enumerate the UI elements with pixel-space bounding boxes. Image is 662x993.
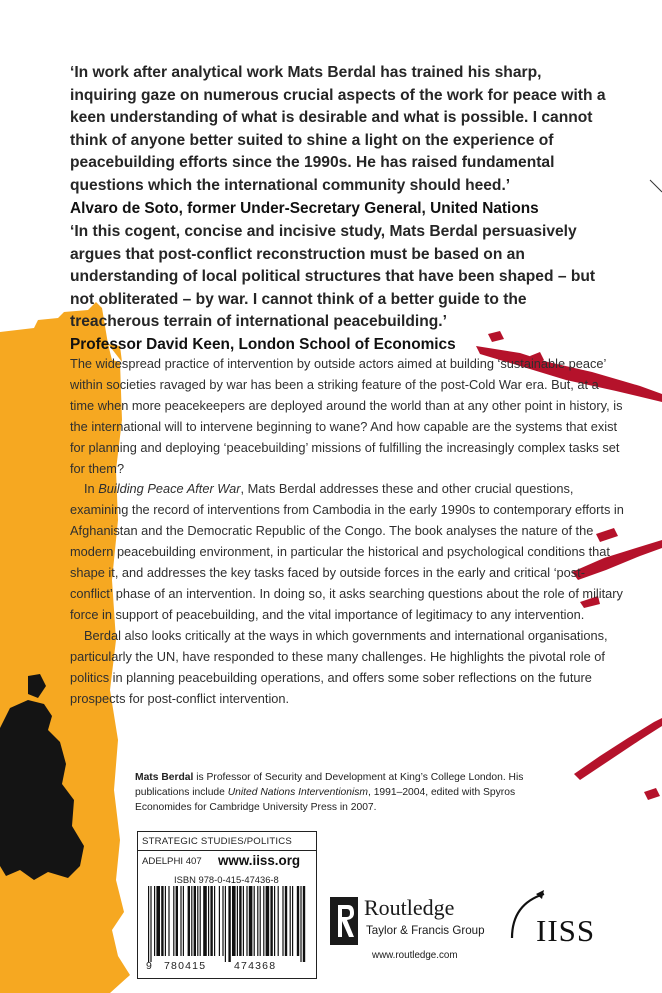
adelphi-row <box>142 853 314 869</box>
publisher-group: Taylor & Francis Group <box>366 924 485 937</box>
author-bio <box>135 770 530 816</box>
barcode-bar <box>239 886 241 956</box>
barcode-bar <box>278 886 279 956</box>
barcode-bar <box>254 886 255 956</box>
barcode-bar <box>219 886 220 956</box>
ink-hairline-mark <box>650 180 662 192</box>
publisher-name: Routledge <box>364 895 455 920</box>
barcode-bar <box>303 886 305 962</box>
barcode-bar <box>208 886 209 956</box>
barcode-bar <box>282 886 283 956</box>
isbn-number: ISBN 978-0-415-47436-8 <box>174 874 279 885</box>
barcode-bar <box>246 886 247 956</box>
quote-text: ‘In work after analytical work Mats Berdal has trained his sharp, inquiring gaze on numerous crucial aspects of the work for peace with a keen understanding of what is desirable and what is possible. I cannot think of anyone better suited to shine a light on the experience of peacebuilding efforts since the 1990s. He has raised fundamental questions which the international community should heed.’ <box>70 64 606 194</box>
barcode-bar <box>237 886 238 956</box>
bio-text: , 1991–2004, edited with Spyros Economides for Cambridge University Press in 2007. <box>135 787 516 814</box>
quote-attribution: Professor David Keen, London School of Economics <box>70 335 456 353</box>
publisher-url: www.routledge.com <box>372 950 458 961</box>
barcode-bar <box>243 886 244 956</box>
barcode-bar <box>300 886 301 962</box>
quote-text: ‘In this cogent, concise and incisive study, Mats Berdal persuasively argues that post-conflict reconstruction must be based on an understanding of local political structures that have been shaped – but not obliterated – by war. I cannot think of a better guide to the treacherous terrain of international peacebuilding.’ <box>70 223 596 331</box>
description-paragraph <box>70 479 625 625</box>
barcode-digits-left: 780415 <box>164 960 207 972</box>
paragraph-body: , Mats Berdal addresses these and other crucial questions, examining the record of interventions from Cambodia in the early 1990s to contemporary efforts in Afghanistan and the Democratic Republic of the Congo. The book analyses the nature of the modern peacebuilding environment, in particular the historical and psychological conditions that shape it, and addresses the key tasks faced by outside forces in the early and critical ‘post-conflict’ phase of an intervention. In doing so, it asks searching questions about the role of military force in support of peacebuilding, and the vital importance of legitimacy to any intervention. <box>70 481 624 622</box>
routledge-logo <box>330 891 490 951</box>
barcode-bar <box>161 886 163 956</box>
barcode-bar <box>165 886 166 956</box>
barcode-bar <box>249 886 253 956</box>
barcode-bar <box>203 886 207 956</box>
barcode-bar <box>188 886 190 956</box>
barcode-bar <box>200 886 201 956</box>
publication-title: United Nations Interventionism <box>227 787 368 799</box>
barcode-bar <box>222 886 223 956</box>
barcode-bar <box>191 886 192 956</box>
barcode-bar <box>148 886 149 962</box>
barcode-bar <box>210 886 212 956</box>
barcode-bar <box>292 886 293 956</box>
book-title: Building Peace After War <box>98 481 241 497</box>
barcode-bar <box>232 886 236 956</box>
barcode-bar <box>194 886 196 956</box>
barcode-bar <box>214 886 215 956</box>
barcode-bar <box>274 886 275 956</box>
panel-divider <box>138 850 316 851</box>
bio-text: is Professor of Security and Development at King’s College London. His publications include <box>135 772 524 799</box>
barcode-bar <box>225 886 226 962</box>
institute-name: IISS <box>536 913 596 948</box>
barcode-bar <box>154 886 155 956</box>
barcode-bar <box>180 886 181 956</box>
series-label: STRATEGIC STUDIES/POLITICS <box>142 836 293 847</box>
barcode-digits-right: 474368 <box>234 960 277 972</box>
barcode-bar <box>285 886 287 956</box>
review-quote <box>70 62 610 220</box>
routledge-emblem-icon <box>330 897 358 945</box>
barcode-bar <box>183 886 184 956</box>
adelphi-number: ADELPHI 407 <box>142 856 202 867</box>
barcode-bar <box>263 886 264 956</box>
author-name: Mats Berdal <box>135 772 194 783</box>
description-paragraph: Berdal also looks critically at the ways in which governments and international organisations, particularly the UN, have responded to these many challenges. He highlights the pivotal role of politics in planning peacebuilding operations, and offers some sober reflections on the future prospects for post-conflict intervention. <box>70 627 608 706</box>
book-description <box>70 354 625 709</box>
quote-attribution: Alvaro de Soto, former Under-Secretary General, United Nations <box>70 199 539 217</box>
barcode-panel <box>137 831 317 979</box>
barcode-bar <box>173 886 174 956</box>
barcode-bar <box>150 886 151 962</box>
barcode-bar <box>176 886 178 956</box>
barcode-bar <box>197 886 198 956</box>
description-paragraph: The widespread practice of intervention by outside actors aimed at building ‘sustainable peace’ within societies ravaged by war has been a striking feature of the post-Cold War era. But, at a time when more peacekeepers are deployed around the world than at any other point in history, is the international will to intervene beginning to wane? And how capable are the systems that exist for planning and deploying ‘peacebuilding’ missions of fulfilling the increasingly complex tasks set for them? <box>70 356 623 476</box>
barcode-bar <box>257 886 258 956</box>
barcode-bar <box>290 886 291 956</box>
barcode-bar <box>168 886 169 956</box>
isbn-barcode <box>146 886 308 962</box>
barcode-bar <box>270 886 272 956</box>
iiss-logo <box>506 886 606 956</box>
paragraph-lead: In <box>84 481 99 497</box>
barcode-bar <box>156 886 160 956</box>
barcode-bar <box>260 886 261 956</box>
barcode-bar <box>266 886 270 956</box>
barcode-bar <box>297 886 299 956</box>
barcode-bar <box>228 886 230 962</box>
iiss-website: www.iiss.org <box>218 853 301 868</box>
barcode-digit-lead: 9 <box>146 960 152 972</box>
review-quote <box>70 221 610 357</box>
